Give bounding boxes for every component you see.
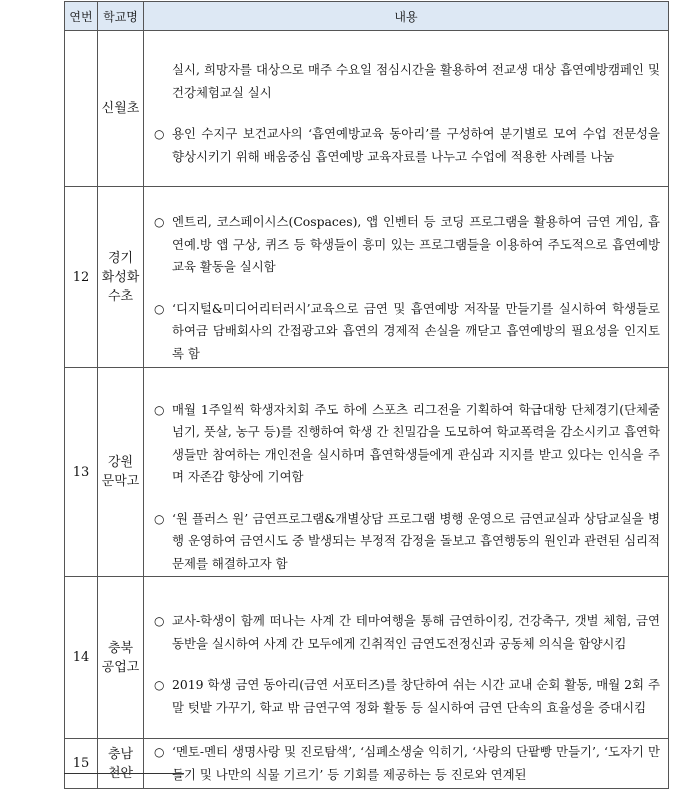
content-cell [144, 368, 669, 577]
bullet-mark: ○ [154, 511, 165, 526]
school-name-line: 문막고 [101, 474, 140, 489]
school-name-line: 공업고 [101, 659, 140, 675]
content-item [144, 674, 668, 719]
content-cell [144, 31, 669, 187]
content-item [144, 59, 668, 104]
bottom-rule [64, 773, 184, 774]
header-content: 내용 [144, 2, 669, 31]
school-name-line: 수초 [107, 288, 134, 304]
school-name-line: 경기 [107, 250, 134, 266]
school-name-line: 충북 [107, 640, 134, 656]
header-year: 연번 [65, 2, 98, 31]
bullet-mark: ○ [154, 614, 165, 628]
school-name [98, 739, 144, 789]
header-school: 학교명 [98, 2, 144, 31]
school-name-line: 강원 [107, 455, 134, 470]
bullet-mark: ○ [154, 127, 165, 141]
school-name [98, 31, 144, 187]
content-text: 2019 학생 금연 동아리(금연 서포터즈)를 창단하여 쉬는 시간 교내 순회 활동, 매월 2회 주말 텃밭 가꾸기, 학교 밖 금연구역 정화 활동 등 실시하여 금연 단속의 효율성을 증대시킴 [172, 677, 660, 715]
content-text: ‘디지털&미디어리터러시’교육으로 금연 및 흡연예방 저작물 만들기를 실시하여 학생들로 하여금 담배회사의 간접광고와 흡연의 경제적 손실을 깨닫고 흡연예방의 필요성을 인지토록 함 [172, 300, 660, 361]
content-item [144, 298, 668, 366]
school-name-line: 화성화 [101, 269, 140, 285]
content-item [144, 741, 668, 786]
content-text: 용인 수지구 보건교사의 ‘흡연예방교육 동아리’를 구성하여 분기별로 모여 수업 전문성을 향상시키기 위해 배움중심 흡연예방 교육자료를 나누고 수업에 적용한 사례를 나눔 [172, 126, 660, 164]
content-text: 매월 1주일씩 학생자치회 주도 하에 스포츠 리그전을 기획하여 학급대항 단체경기(단체줄넘기, 풋살, 농구 등)를 진행하여 학생 간 친밀감을 도모하여 학교폭력을 감소시키고 흡연학생들만 참여하는 개인전을 실시하며 흡연학생들에게 관심과 지지를 받고 있다는 인식을 주며 자존감 향상에 기여함 [172, 401, 660, 485]
content-item [144, 508, 668, 576]
school-name [98, 187, 144, 368]
content-item [144, 211, 668, 279]
table-row [65, 187, 669, 368]
content-text: 교사-학생이 함께 떠나는 사계 간 테마여행을 통해 금연하이킹, 건강축구, 갯벌 체험, 금연 동반을 실시하여 사계 간 모두에게 긴취적인 금연도전정신과 공동체 의식을 함양시킴 [172, 613, 660, 651]
table-row [65, 31, 669, 187]
content-item [144, 610, 668, 655]
programs-table [64, 1, 669, 789]
bullet-mark: ○ [154, 745, 165, 759]
content-text: 엔트리, 코스페이시스(Cospaces), 앱 인벤터 등 코딩 프로그램을 활용하여 금연 게임, 흡연예.방 앱 구상, 퀴즈 등 학생들이 흥미 있는 프로그램들을 이용하여 주도적으로 흡연예방교육 활동을 실시함 [172, 214, 660, 274]
school-name [98, 577, 144, 739]
school-name-line: 충남 [107, 746, 134, 762]
school-name-line: 천안 [107, 765, 134, 781]
content-item [144, 123, 668, 168]
bullet-mark: ○ [154, 301, 165, 316]
content-text: ‘멘토-멘티 생명사랑 및 진로탐색’, ‘심폐소생술 익히기, ‘사랑의 단팥빵 만들기’, ‘도자기 만들기 및 나만의 식물 기르기’ 등 기회를 제공하는 등 진로와 연계된 [172, 744, 660, 782]
school-name-line: 신월초 [101, 101, 140, 116]
row-number: 15 [65, 739, 98, 789]
table-row [65, 368, 669, 577]
row-number [65, 31, 98, 187]
content-cell [144, 187, 669, 368]
school-name [98, 368, 144, 577]
content-text: ‘원 플러스 원’ 금연프로그램&개별상담 프로그램 병행 운영으로 금연교실과 상담교실을 병행 운영하여 금연시도 중 발생되는 부정적 감정을 돌보고 흡연행동의 원인과 관련된 심리적 문제를 해결하고자 함 [172, 510, 660, 571]
table-row [65, 577, 669, 739]
row-number: 12 [65, 187, 98, 368]
content-text: 실시, 희망자를 대상으로 매주 수요일 점심시간을 활용하여 전교생 대상 흡연예방캠페인 및 건강체험교실 실시 [172, 62, 660, 100]
table-row [65, 739, 669, 789]
content-item [144, 399, 668, 489]
content-cell [144, 577, 669, 739]
content-cell [144, 739, 669, 789]
table-header-row [65, 2, 669, 31]
bullet-mark: ○ [154, 678, 165, 692]
row-number: 14 [65, 577, 98, 739]
bullet-mark: ○ [154, 215, 165, 229]
row-number: 13 [65, 368, 98, 577]
bullet-mark: ○ [154, 402, 165, 417]
